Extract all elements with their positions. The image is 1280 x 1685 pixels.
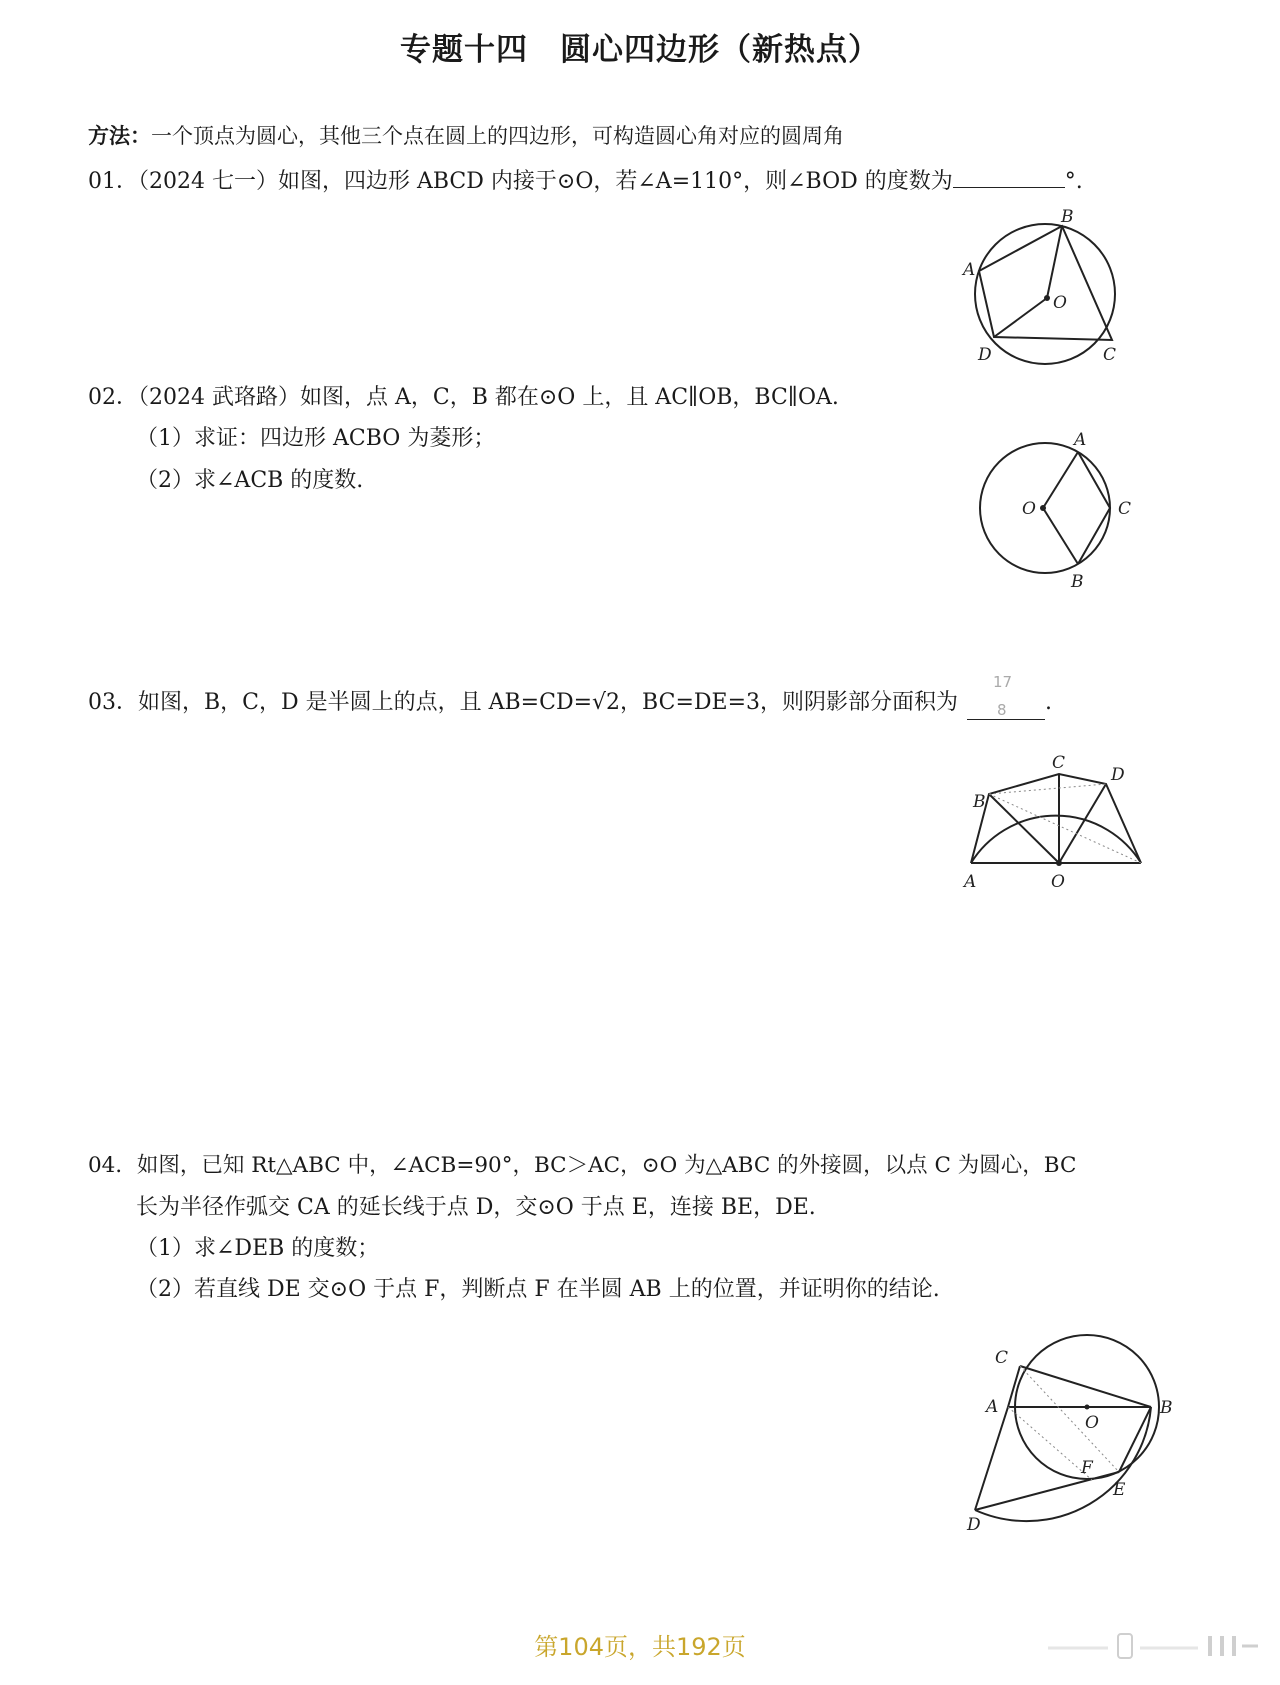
- question-3: [88, 673, 1053, 729]
- handwritten-denominator: 8: [997, 701, 1007, 719]
- figure-q2: [960, 420, 1130, 595]
- handwritten-numerator: 17: [993, 673, 1013, 691]
- figure-q3: [955, 750, 1155, 890]
- answer-blank: [967, 719, 1045, 720]
- label-B: B: [1160, 1398, 1173, 1418]
- method-label: 方法：: [88, 124, 151, 148]
- question-4-part-2: （2）若直线 DE 交⊙O 于点 F，判断点 F 在半圆 AB 上的位置，并证明你的结论.: [136, 1277, 940, 1302]
- label-O: O: [1085, 1413, 1099, 1433]
- page-footer: 第104页，共192页: [534, 1633, 746, 1661]
- question-4-part-1: （1）求∠DEB 的度数；: [136, 1236, 380, 1261]
- figure-q4: [955, 1320, 1195, 1535]
- label-F: F: [1081, 1458, 1093, 1478]
- question-1-text: 01．（2024 七一）如图，四边形 ABCD 内接于⊙O，若∠A=110°，则∠BOD 的度数为: [88, 169, 953, 194]
- label-O: O: [1053, 293, 1067, 313]
- label-C: C: [1103, 345, 1117, 365]
- label-B: B: [1071, 572, 1084, 592]
- question-3-text: 03．如图，B，C，D 是半圆上的点，且 AB=CD=√2，BC=DE=3，则阴影部分面积为: [88, 690, 959, 715]
- label-A: A: [1074, 430, 1087, 450]
- label-C: C: [1052, 753, 1066, 773]
- method-text: 一个顶点为圆心，其他三个点在圆上的四边形，可构造圆心角对应的圆周角: [151, 124, 844, 148]
- label-A: A: [963, 260, 976, 280]
- label-C: C: [995, 1348, 1009, 1368]
- label-D: D: [967, 1515, 981, 1535]
- question-4-line-1: 04．如图，已知 Rt△ABC 中，∠ACB=90°，BC＞AC，⊙O 为△ABC 的外接圆，以点 C 为圆心，BC: [88, 1153, 1077, 1178]
- question-2-part-1: （1）求证：四边形 ACBO 为菱形；: [136, 426, 496, 451]
- answer-blank: [953, 187, 1065, 188]
- label-A: A: [964, 872, 977, 892]
- question-3-suffix: .: [1045, 690, 1053, 715]
- label-B: B: [1061, 207, 1074, 227]
- page-title: 专题十四 圆心四边形（新热点）: [400, 32, 880, 68]
- method-line: [88, 120, 844, 150]
- label-O: O: [1022, 499, 1036, 519]
- question-4-line-2: 长为半径作弧交 CA 的延长线于点 D，交⊙O 于点 E，连接 BE，DE.: [136, 1195, 816, 1220]
- handwritten-answer: [965, 673, 1045, 729]
- label-C: C: [1118, 499, 1132, 519]
- label-B: B: [973, 792, 986, 812]
- question-1-suffix: °.: [1064, 169, 1083, 194]
- label-E: E: [1113, 1480, 1126, 1500]
- question-1: [88, 164, 1083, 195]
- label-D: D: [1111, 765, 1125, 785]
- label-D: D: [978, 345, 992, 365]
- question-2-part-2: （2）求∠ACB 的度数.: [136, 468, 364, 493]
- figure-q1: [960, 200, 1130, 365]
- label-A: A: [986, 1397, 999, 1417]
- label-O: O: [1051, 872, 1065, 892]
- question-2: 02．（2024 武珞路）如图，点 A，C，B 都在⊙O 上，且 AC∥OB，BC∥OA.: [88, 385, 839, 410]
